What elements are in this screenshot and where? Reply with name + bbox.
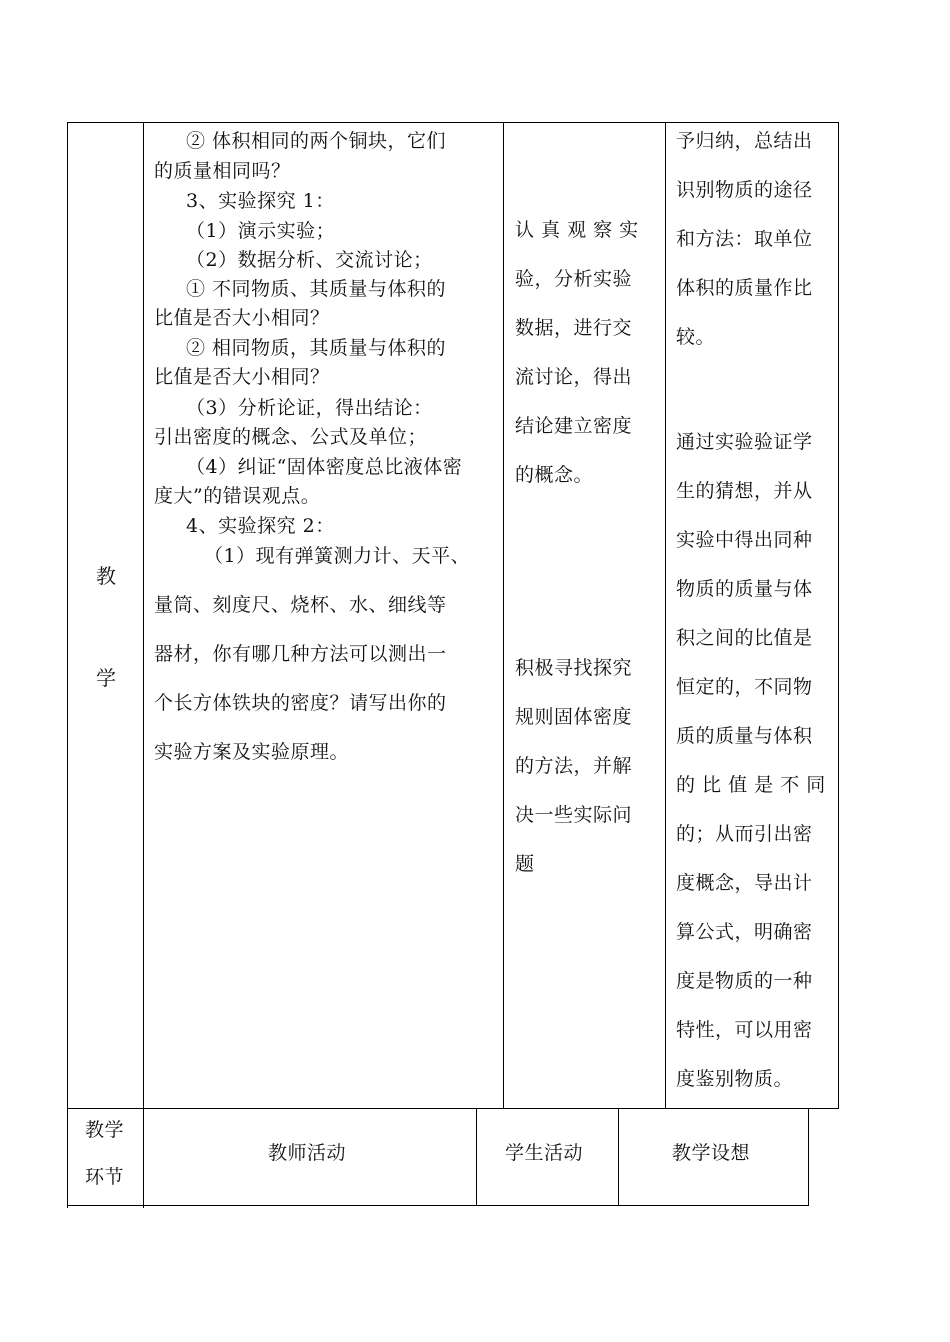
- teacher-line: 实验方案及实验原理。: [154, 741, 350, 763]
- teacher-line: 的质量相同吗？: [154, 160, 291, 182]
- student-line: 的方法，并解: [515, 755, 633, 777]
- student-line: 流讨论，得出: [515, 366, 633, 388]
- header-stage-line-1: 教学: [85, 1119, 125, 1141]
- upper-row-left-border: [67, 122, 68, 1208]
- student-line: 结论建立密度: [515, 415, 633, 437]
- student-line: 规则固体密度: [515, 706, 633, 728]
- upper-col-divider-3: [665, 122, 666, 1109]
- design-line: 体积的质量作比: [676, 277, 813, 299]
- upper-row-bottom-border: [67, 1108, 839, 1109]
- upper-row-right-border: [838, 122, 839, 1109]
- design-line: 度是物质的一种: [676, 970, 813, 992]
- student-line: 数据，进行交: [515, 317, 633, 339]
- upper-col-divider-1: [143, 122, 144, 1208]
- header-row-right-border: [808, 1108, 809, 1206]
- teacher-line: 量筒、刻度尺、烧杯、水、细线等: [154, 594, 447, 616]
- teacher-line: 器材，你有哪几种方法可以测出一: [154, 643, 447, 665]
- header-design: 教学设想: [672, 1142, 751, 1164]
- teacher-line: ① 不同物质、其质量与体积的: [186, 278, 447, 300]
- teacher-line: 个长方体铁块的密度？请写出你的: [154, 692, 447, 714]
- teacher-line: ② 相同物质，其质量与体积的: [186, 337, 447, 359]
- header-col-divider-2: [476, 1108, 477, 1206]
- student-line: 题: [515, 853, 535, 875]
- design-line: 实验中得出同种: [676, 529, 813, 551]
- design-line: 特性，可以用密: [676, 1019, 813, 1041]
- teacher-line: 比值是否大小相同？: [154, 307, 330, 329]
- design-line: 识别物质的途径: [676, 179, 813, 201]
- design-line: 算公式，明确密: [676, 921, 813, 943]
- design-line: 和方法：取单位: [676, 228, 813, 250]
- header-teacher-activity: 教师活动: [268, 1142, 347, 1164]
- design-line: 的；从而引出密: [676, 823, 813, 845]
- design-line: 的 比 值 是 不 同: [676, 774, 826, 796]
- design-line: 度鉴别物质。: [676, 1068, 794, 1090]
- design-line: 度概念，导出计: [676, 872, 813, 894]
- design-line: 生的猜想，并从: [676, 480, 813, 502]
- header-row-bottom-border: [67, 1205, 809, 1206]
- design-line: 予归纳，总结出: [676, 130, 813, 152]
- teacher-line: （3）分析论证，得出结论：: [186, 397, 433, 419]
- student-line: 决一些实际问: [515, 804, 633, 826]
- student-line: 积极寻找探究: [515, 657, 633, 679]
- teacher-line: 引出密度的概念、公式及单位；: [154, 426, 428, 448]
- design-line: 物质的质量与体: [676, 578, 813, 600]
- header-col-divider-3: [618, 1108, 619, 1206]
- teacher-line: 3、实验探究 1：: [186, 190, 335, 212]
- teacher-line: 度大”的错误观点。: [154, 485, 321, 507]
- teacher-line: （2）数据分析、交流讨论；: [186, 249, 433, 271]
- teacher-line: （1）现有弹簧测力计、天平、: [204, 545, 471, 567]
- design-line: 积之间的比值是: [676, 627, 813, 649]
- teacher-line: 4、实验探究 2：: [186, 515, 335, 537]
- header-stage-line-2: 环节: [85, 1166, 125, 1188]
- design-line: 较。: [676, 326, 716, 348]
- upper-row-top-border: [67, 122, 839, 123]
- teacher-line: （4）纠证“固体密度总比液体密: [186, 456, 463, 478]
- student-line: 的概念。: [515, 464, 594, 486]
- stage-char-1: 教: [96, 564, 116, 588]
- teacher-line: （1）演示实验；: [186, 220, 336, 242]
- student-line: 验，分析实验: [515, 268, 633, 290]
- teacher-line: 比值是否大小相同？: [154, 366, 330, 388]
- stage-char-2: 学: [96, 666, 116, 690]
- header-student-activity: 学生活动: [505, 1142, 584, 1164]
- design-line: 恒定的，不同物: [676, 676, 813, 698]
- design-line: 质的质量与体积: [676, 725, 813, 747]
- student-line: 认 真 观 察 实: [515, 219, 639, 241]
- upper-col-divider-2: [503, 122, 504, 1109]
- design-line: 通过实验验证学: [676, 431, 813, 453]
- teacher-line: ② 体积相同的两个铜块，它们: [186, 130, 447, 152]
